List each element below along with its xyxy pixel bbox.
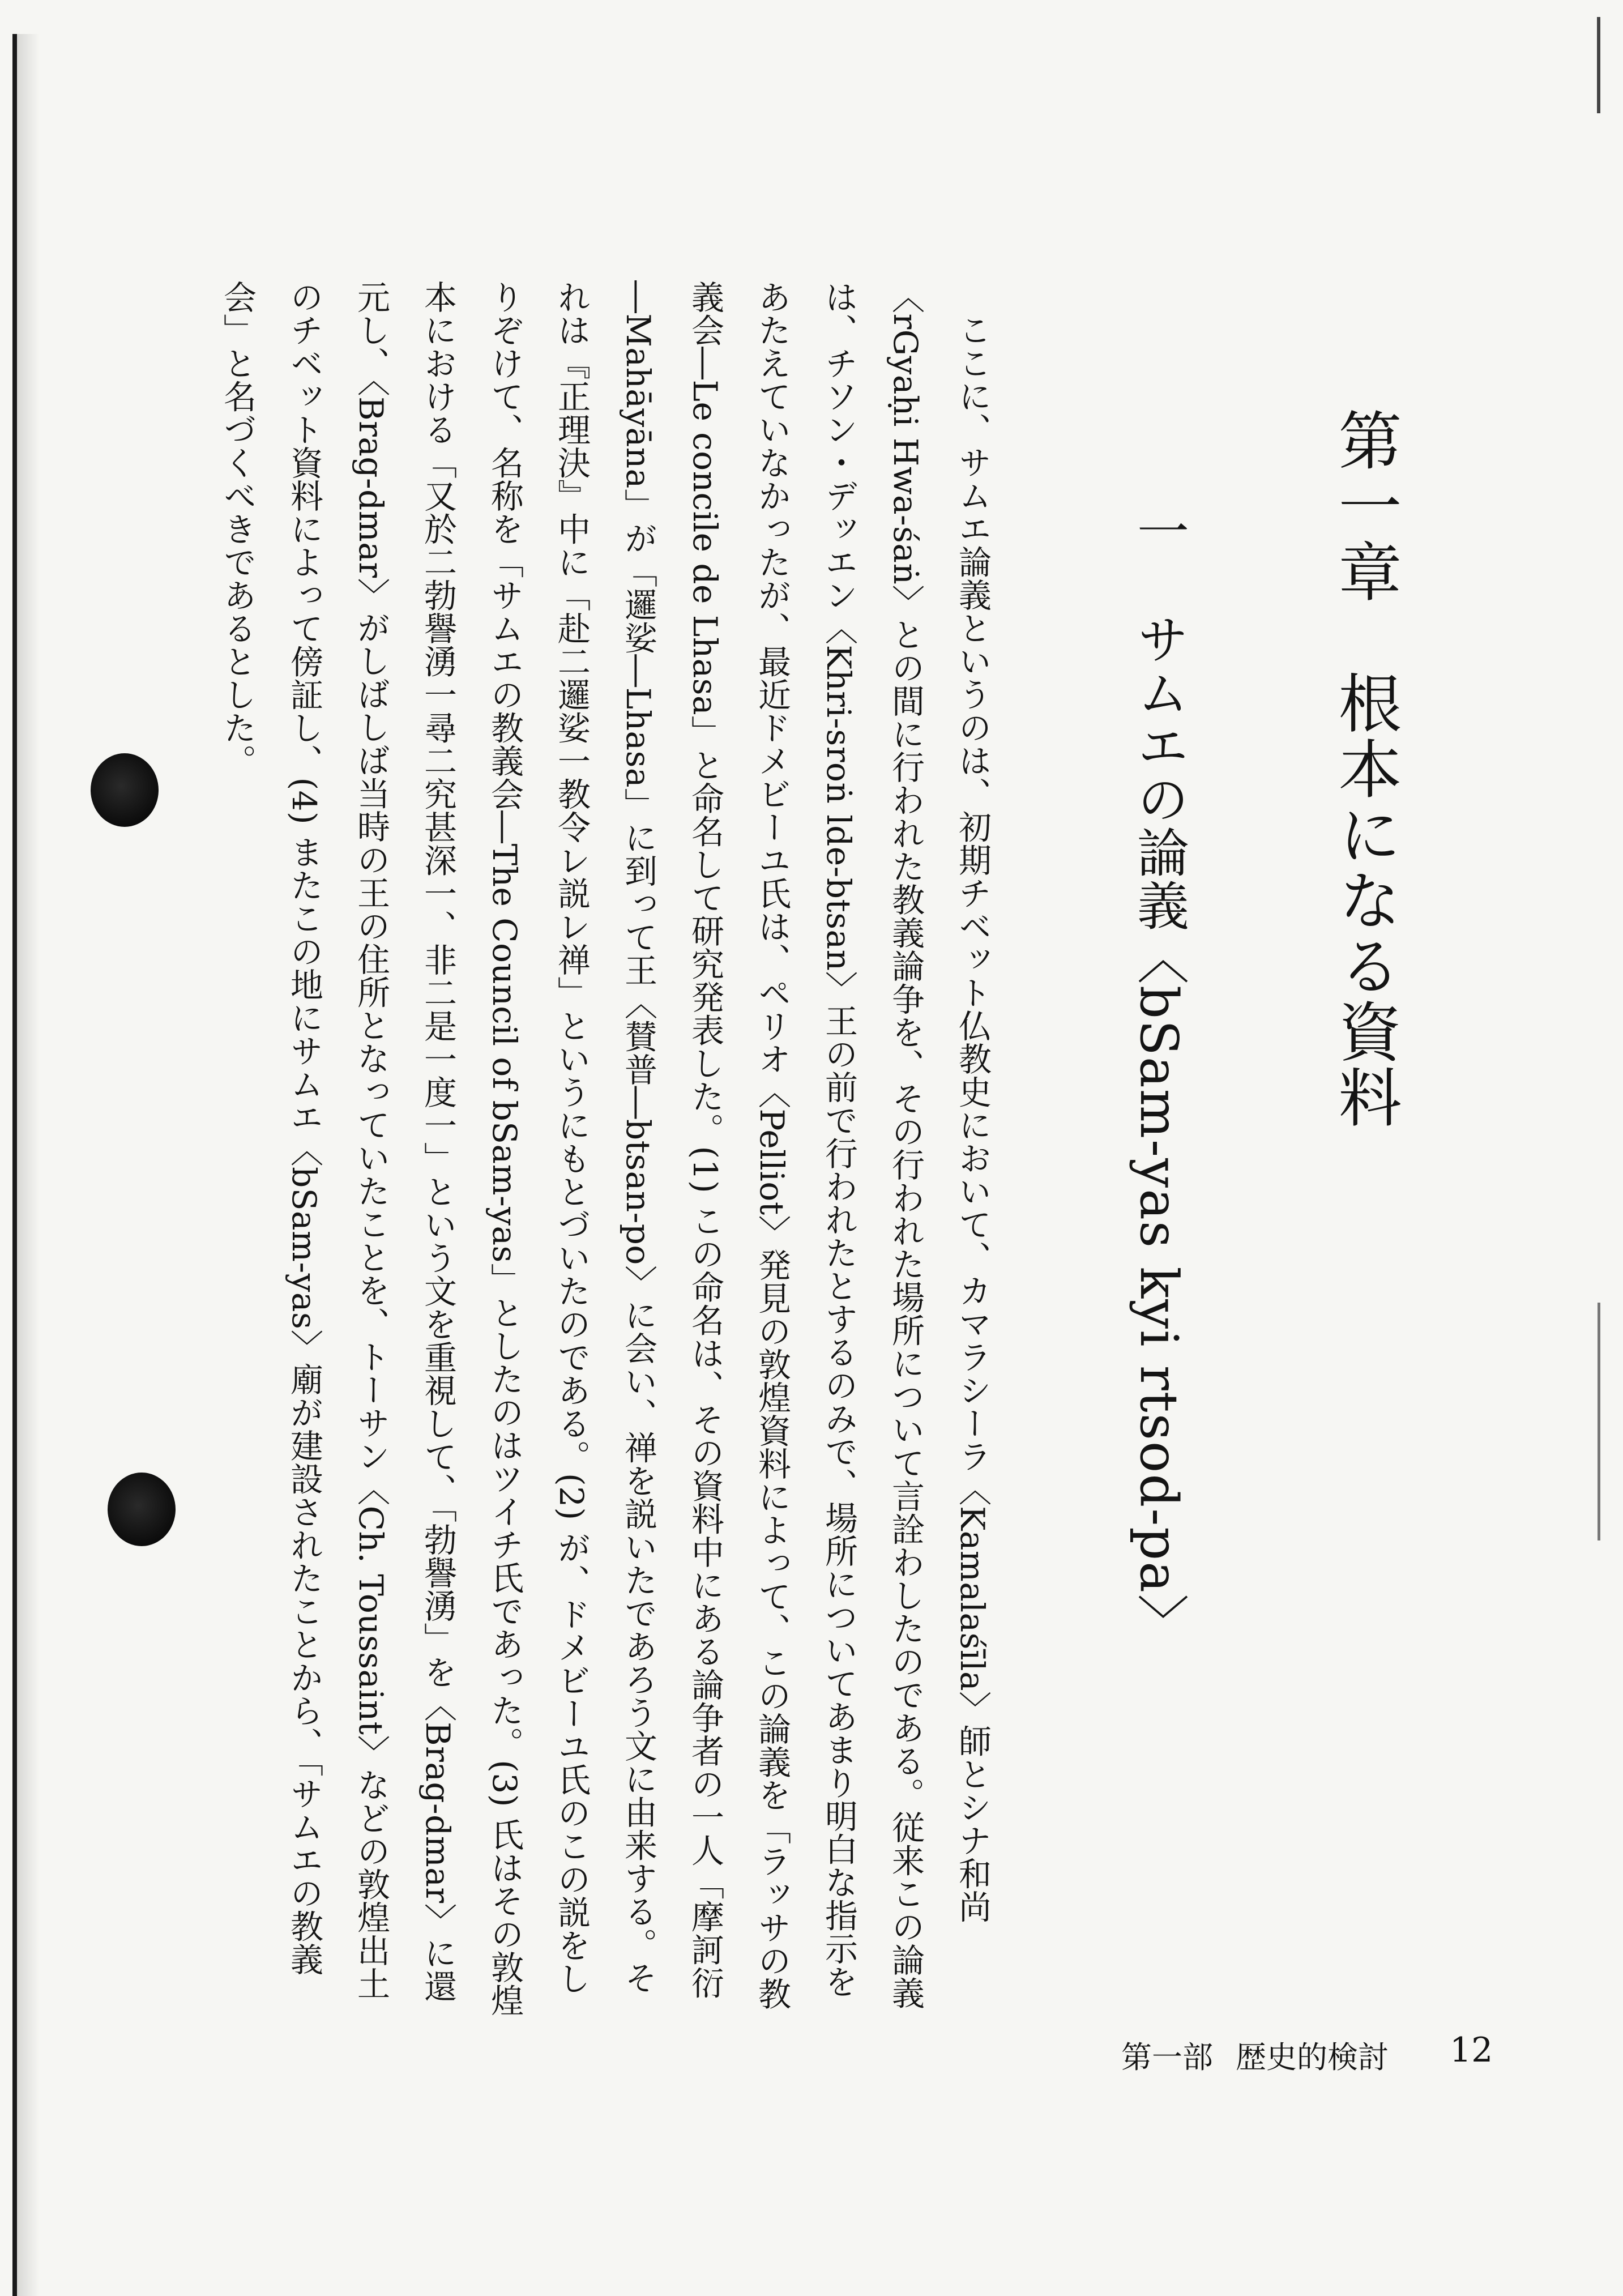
footer-section: 歴史的検討	[1236, 2039, 1389, 2075]
body-paragraph: ここに、サムエ論義というのは、初期チベット仏教史において、カマラシーラ〈Kamalaśīla〉師とシナ和尚〈rGyaḥi Hwa-śaṅ〉との間に行われた教義論争を、その行われた場所について言詮わしたのである。従来この論義は、チソン・デッエン〈Khri-sroṅ lde-btsan〉王の前で行われたとするのみで、場所についてあまり明白な指示をあたえていなかったが、最近ドメビーユ氏は、ペリオ〈Pelliot〉発見の敦煌資料によって、この論義を「ラッサの教義会―Le concile de Lhasa」と命名して研究発表した。(1) この命名は、その資料中にある論争者の一人「摩訶衍―Mahāyāna」が「邏娑―Lhasa」に到って王〈賛普―btsan-po〉に会い、禅を説いたであろう文に由来する。それは『正理決』中に「赴二邏娑一教令レ説レ禅」というにもとづいたのである。(2) が、ドメビーユ氏のこの説をしりぞけて、名称を「サムエの教義会―The Council of bSam-yas」としたのはツイチ氏であった。(3) 氏はその敦煌本における「又於二勃譽湧一尋二究甚深一、非二是一度一」という文を重視して、「勃譽湧」を〈Brag-dmar〉に還元し、〈Brag-dmar〉がしばしば当時の王の住所となっていたことを、トーサン〈Ch. Toussaint〉などの敦煌出土のチベット資料によって傍証し、(4) またこの地にサムエ〈bSam-yas〉廟が建設されたことから、「サムエの教義会」と名づくべきであるとした。	[218, 280, 992, 2017]
scan-artifact	[1597, 17, 1600, 113]
punch-hole	[91, 753, 159, 827]
binding-shadow	[17, 34, 40, 2296]
section-heading	[1121, 504, 1196, 1647]
page-number: 12	[1450, 2030, 1493, 2070]
body-text	[204, 280, 1006, 2025]
punch-hole	[108, 1473, 176, 1546]
binding-edge	[12, 34, 17, 2296]
footer-part: 第一部	[1121, 2039, 1213, 2075]
scan-artifact	[1598, 1303, 1600, 1540]
section-title: サムエの論義〈bSam-yas kyi rtsod-pa〉	[1129, 613, 1189, 1648]
chapter-title: 第一章 根本になる資料	[1328, 408, 1402, 1130]
section-number: 一	[1129, 504, 1189, 573]
running-footer	[1121, 2033, 1389, 2077]
